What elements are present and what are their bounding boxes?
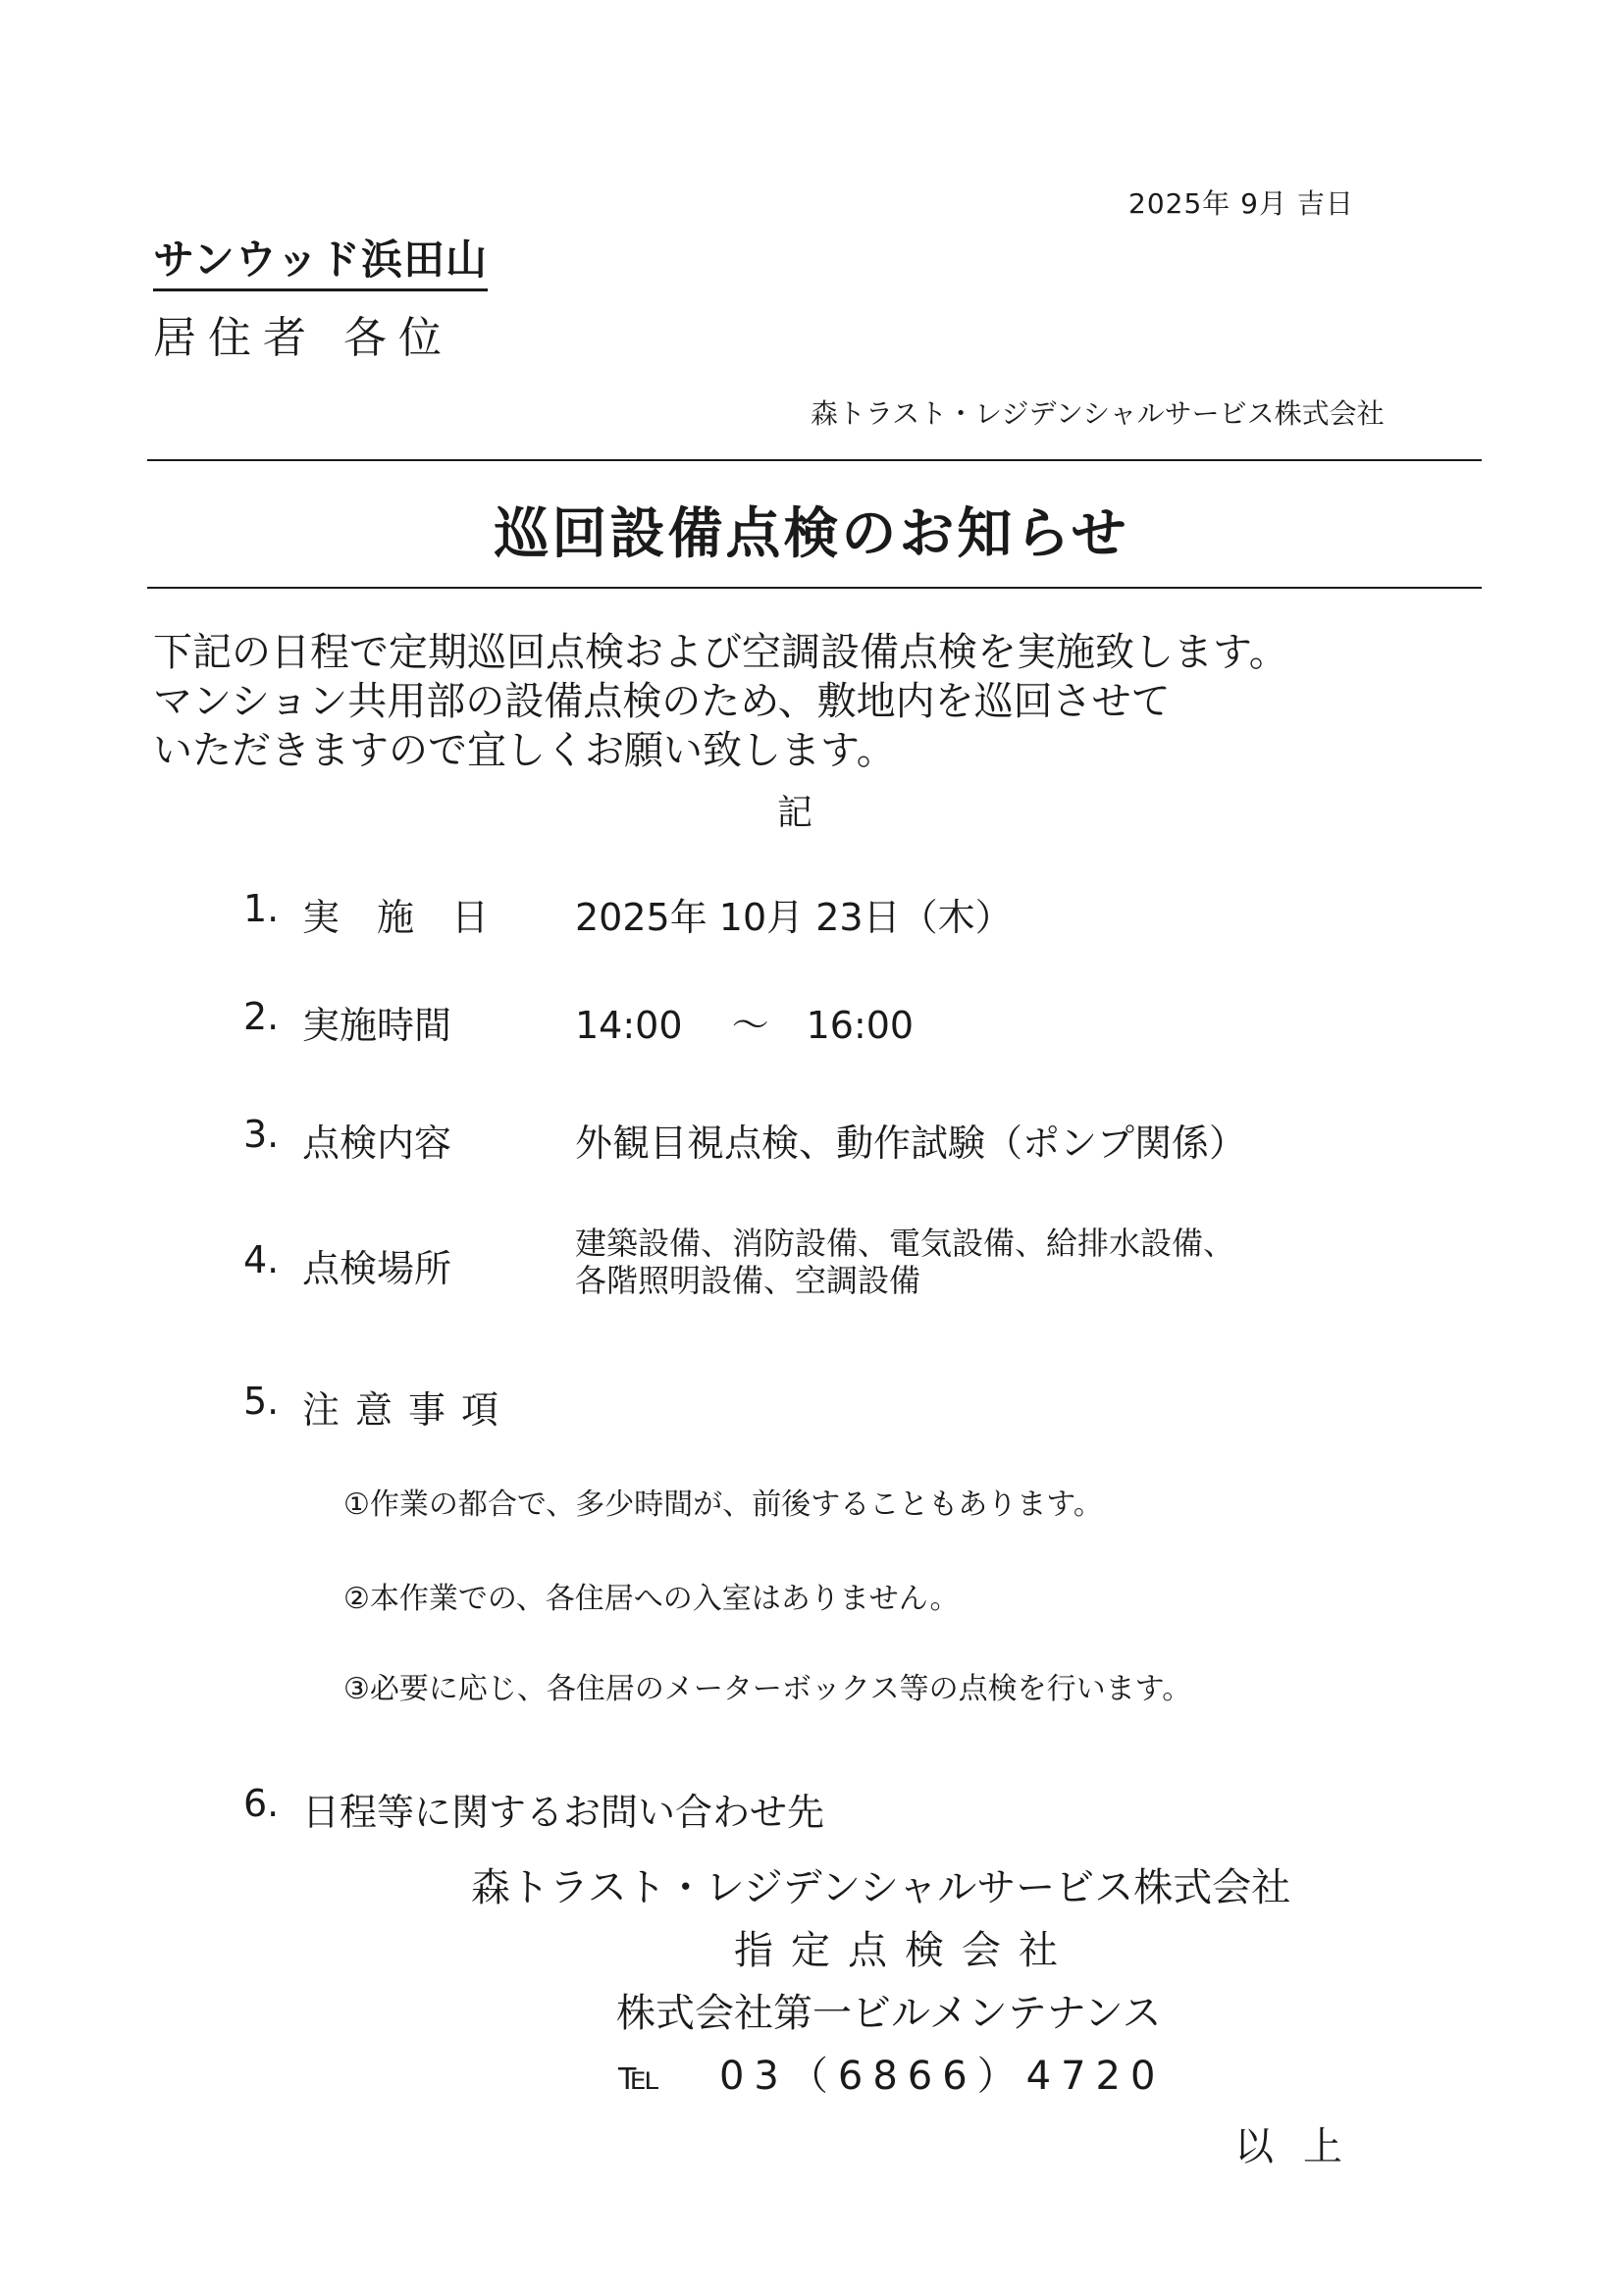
intro-line-3: いただきますので宜しくお願い致します。 [153, 728, 896, 773]
contact-inspector: 株式会社第一ビルメンテナンス [616, 1991, 1162, 2036]
item-label: 注意事項 [302, 1388, 515, 1432]
closing-mark: 以上 [1234, 2124, 1372, 2169]
intro-paragraph [153, 628, 1288, 775]
location-line-1: 建築設備、消防設備、電気設備、給排水設備、 [575, 1225, 1235, 1262]
title-rule-top [147, 459, 1482, 461]
item-label: 日程等に関するお問い合わせ先 [302, 1791, 825, 1834]
title-rule-bottom [147, 587, 1482, 589]
item-value: 14:00 ～ 16:00 [575, 1004, 915, 1047]
item-label: 点検場所 [302, 1247, 452, 1290]
intro-line-1: 下記の日程で定期巡回点検および空調設備点検を実施致します。 [153, 630, 1288, 675]
item-number: 2. [243, 995, 280, 1038]
intro-line-2: マンション共用部の設備点検のため、敷地内を巡回させて [153, 679, 1171, 724]
document-title: 巡回設備点検のお知らせ [494, 502, 1129, 566]
item-value: 2025年 10月 23日（木） [575, 896, 1013, 939]
contact-designated: 指定点検会社 [734, 1928, 1075, 1973]
item-number: 6. [243, 1782, 280, 1825]
item-value: 外観目視点検、動作試験（ポンプ関係） [575, 1122, 1247, 1165]
note-3: ③必要に応じ、各住居のメーターボックス等の点検を行います。 [343, 1672, 1192, 1706]
recipients: 居住者 各位 [153, 313, 453, 363]
sender-company: 森トラスト・レジデンシャルサービス株式会社 [811, 397, 1385, 430]
location-line-2: 各階照明設備、空調設備 [575, 1262, 921, 1299]
building-name: サンウッド浜田山 [153, 228, 488, 291]
item-label: 実施日 [302, 896, 527, 939]
item-number: 5. [243, 1380, 280, 1423]
item-value [575, 1225, 1234, 1299]
contact-phone: ℡ 03（6866）4720 [618, 2054, 1166, 2099]
ki-heading: 記 [777, 793, 813, 833]
item-number: 3. [243, 1113, 280, 1156]
note-2: ②本作業での、各住居への入室はありません。 [343, 1582, 960, 1616]
item-number: 4. [243, 1238, 280, 1281]
item-label: 実施時間 [302, 1004, 452, 1047]
contact-company: 森トラスト・レジデンシャルサービス株式会社 [471, 1865, 1291, 1910]
item-label: 点検内容 [302, 1122, 452, 1165]
note-1: ①作業の都合で、多少時間が、前後することもあります。 [343, 1487, 1103, 1522]
notice-date: 2025年 9月 吉日 [1128, 187, 1354, 220]
item-number: 1. [243, 887, 280, 930]
